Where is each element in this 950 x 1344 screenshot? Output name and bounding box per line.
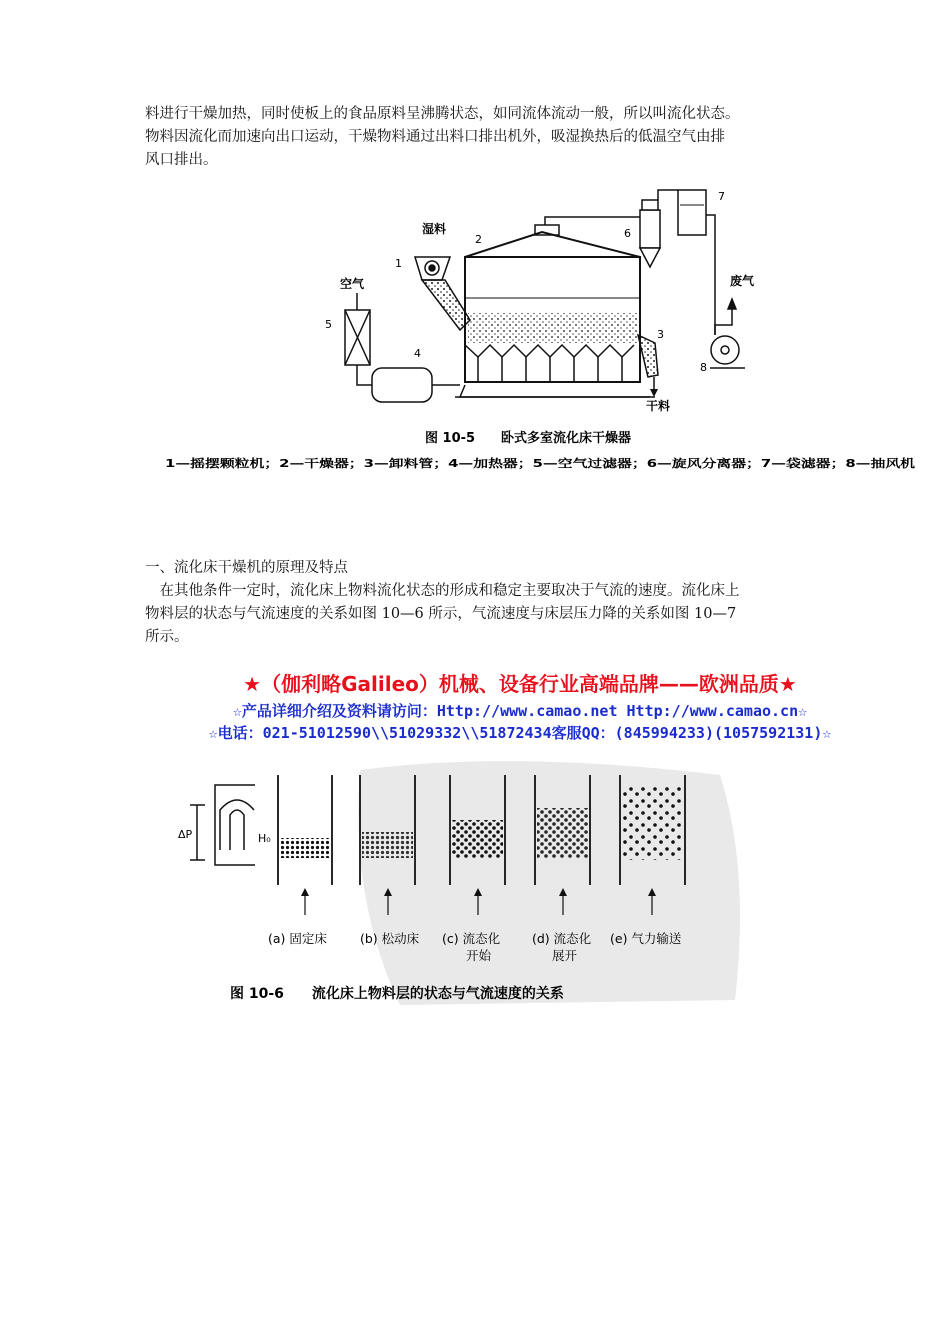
figure-10-6-bed-states — [160, 750, 750, 1015]
heater — [372, 368, 460, 402]
hopper-row — [465, 345, 634, 381]
manometer — [190, 785, 255, 865]
label-air: 空气 — [340, 277, 365, 291]
principle-paragraph — [145, 580, 825, 649]
bag-filter — [658, 190, 715, 335]
label-n3: 3 — [657, 328, 664, 341]
text-line: 所示。 — [145, 629, 189, 645]
label-n5: 5 — [325, 318, 332, 331]
air-duct — [455, 385, 655, 397]
text-line: 物料因流化而加速向出口运动，干燥物料通过出料口排出机外，吸湿换热后的低温空气由排 — [145, 129, 725, 145]
label-fluidization-start: (c) 流态化 — [442, 931, 501, 946]
column-fixed-bed — [278, 775, 332, 915]
dryer-body — [465, 225, 640, 382]
label-exhaust: 废气 — [730, 274, 755, 288]
label-fluidization-expanded: (d) 流态化 — [532, 931, 592, 946]
figure-caption: 图 10-5 卧式多室流化床干燥器 — [425, 431, 632, 446]
banner-website-line[interactable]: ☆产品详细介绍及资料请访问：Http://www.camao.net Http://www.camao.cn☆ — [232, 702, 808, 720]
label-loose-bed: (b) 松动床 — [360, 931, 420, 946]
figure-legend: 1—摇摆颗粒机；2—干燥器；3—卸料管；4—加热器；5—空气过滤器；6—旋风分离器；7—袋滤器；8—抽风机 — [165, 457, 722, 470]
label-pneumatic-conveying: (e) 气力输送 — [610, 931, 682, 946]
label-dry-material: 干料 — [646, 399, 671, 413]
label-fluidization-expanded-2: 展开 — [552, 948, 578, 963]
text-line: 物料层的状态与气流速度的关系如图 10—6 所示，气流速度与床层压力降的关系如图 10—7 — [145, 606, 737, 622]
intro-paragraph — [145, 103, 825, 172]
text-line: 料进行干燥加热，同时使板上的食品原料呈沸腾状态，如同流体流动一般，所以叫流化状态。 — [145, 106, 740, 122]
figure-10-5-dryer-diagram — [160, 185, 930, 475]
figure-caption: 图 10-6 流化床上物料层的状态与气流速度的关系 — [230, 986, 564, 1002]
label-n6: 6 — [624, 227, 631, 240]
text-line: 风口排出。 — [145, 152, 218, 168]
label-n1: 1 — [395, 257, 402, 270]
label-n4: 4 — [414, 347, 421, 360]
air-filter — [345, 293, 372, 385]
text-line: 在其他条件一定时，流化床上物料流化状态的形成和稳定主要取决于气流的速度。流化床上 — [145, 583, 740, 599]
label-n7: 7 — [718, 190, 725, 203]
label-dp: ΔP — [178, 828, 193, 841]
label-fixed-bed: (a) 固定床 — [268, 931, 327, 946]
fluid-bed-zone — [468, 313, 638, 343]
label-wet-material: 湿料 — [422, 222, 447, 236]
label-n8: 8 — [700, 361, 707, 374]
label-fluidization-start-2: 开始 — [466, 948, 492, 963]
label-h0: H₀ — [258, 832, 271, 845]
feeder-granulator — [415, 257, 470, 330]
label-n2: 2 — [475, 233, 482, 246]
section-heading: 一、流化床干燥机的原理及特点 — [145, 560, 348, 576]
banner-title: ★（伽利略Galileo）机械、设备行业高端品牌——欧洲品质★ — [243, 672, 797, 696]
banner-contact-line: ☆电话：021-51012590\\51029332\\51872434客服QQ：(845994233)(1057592131)☆ — [208, 724, 832, 742]
